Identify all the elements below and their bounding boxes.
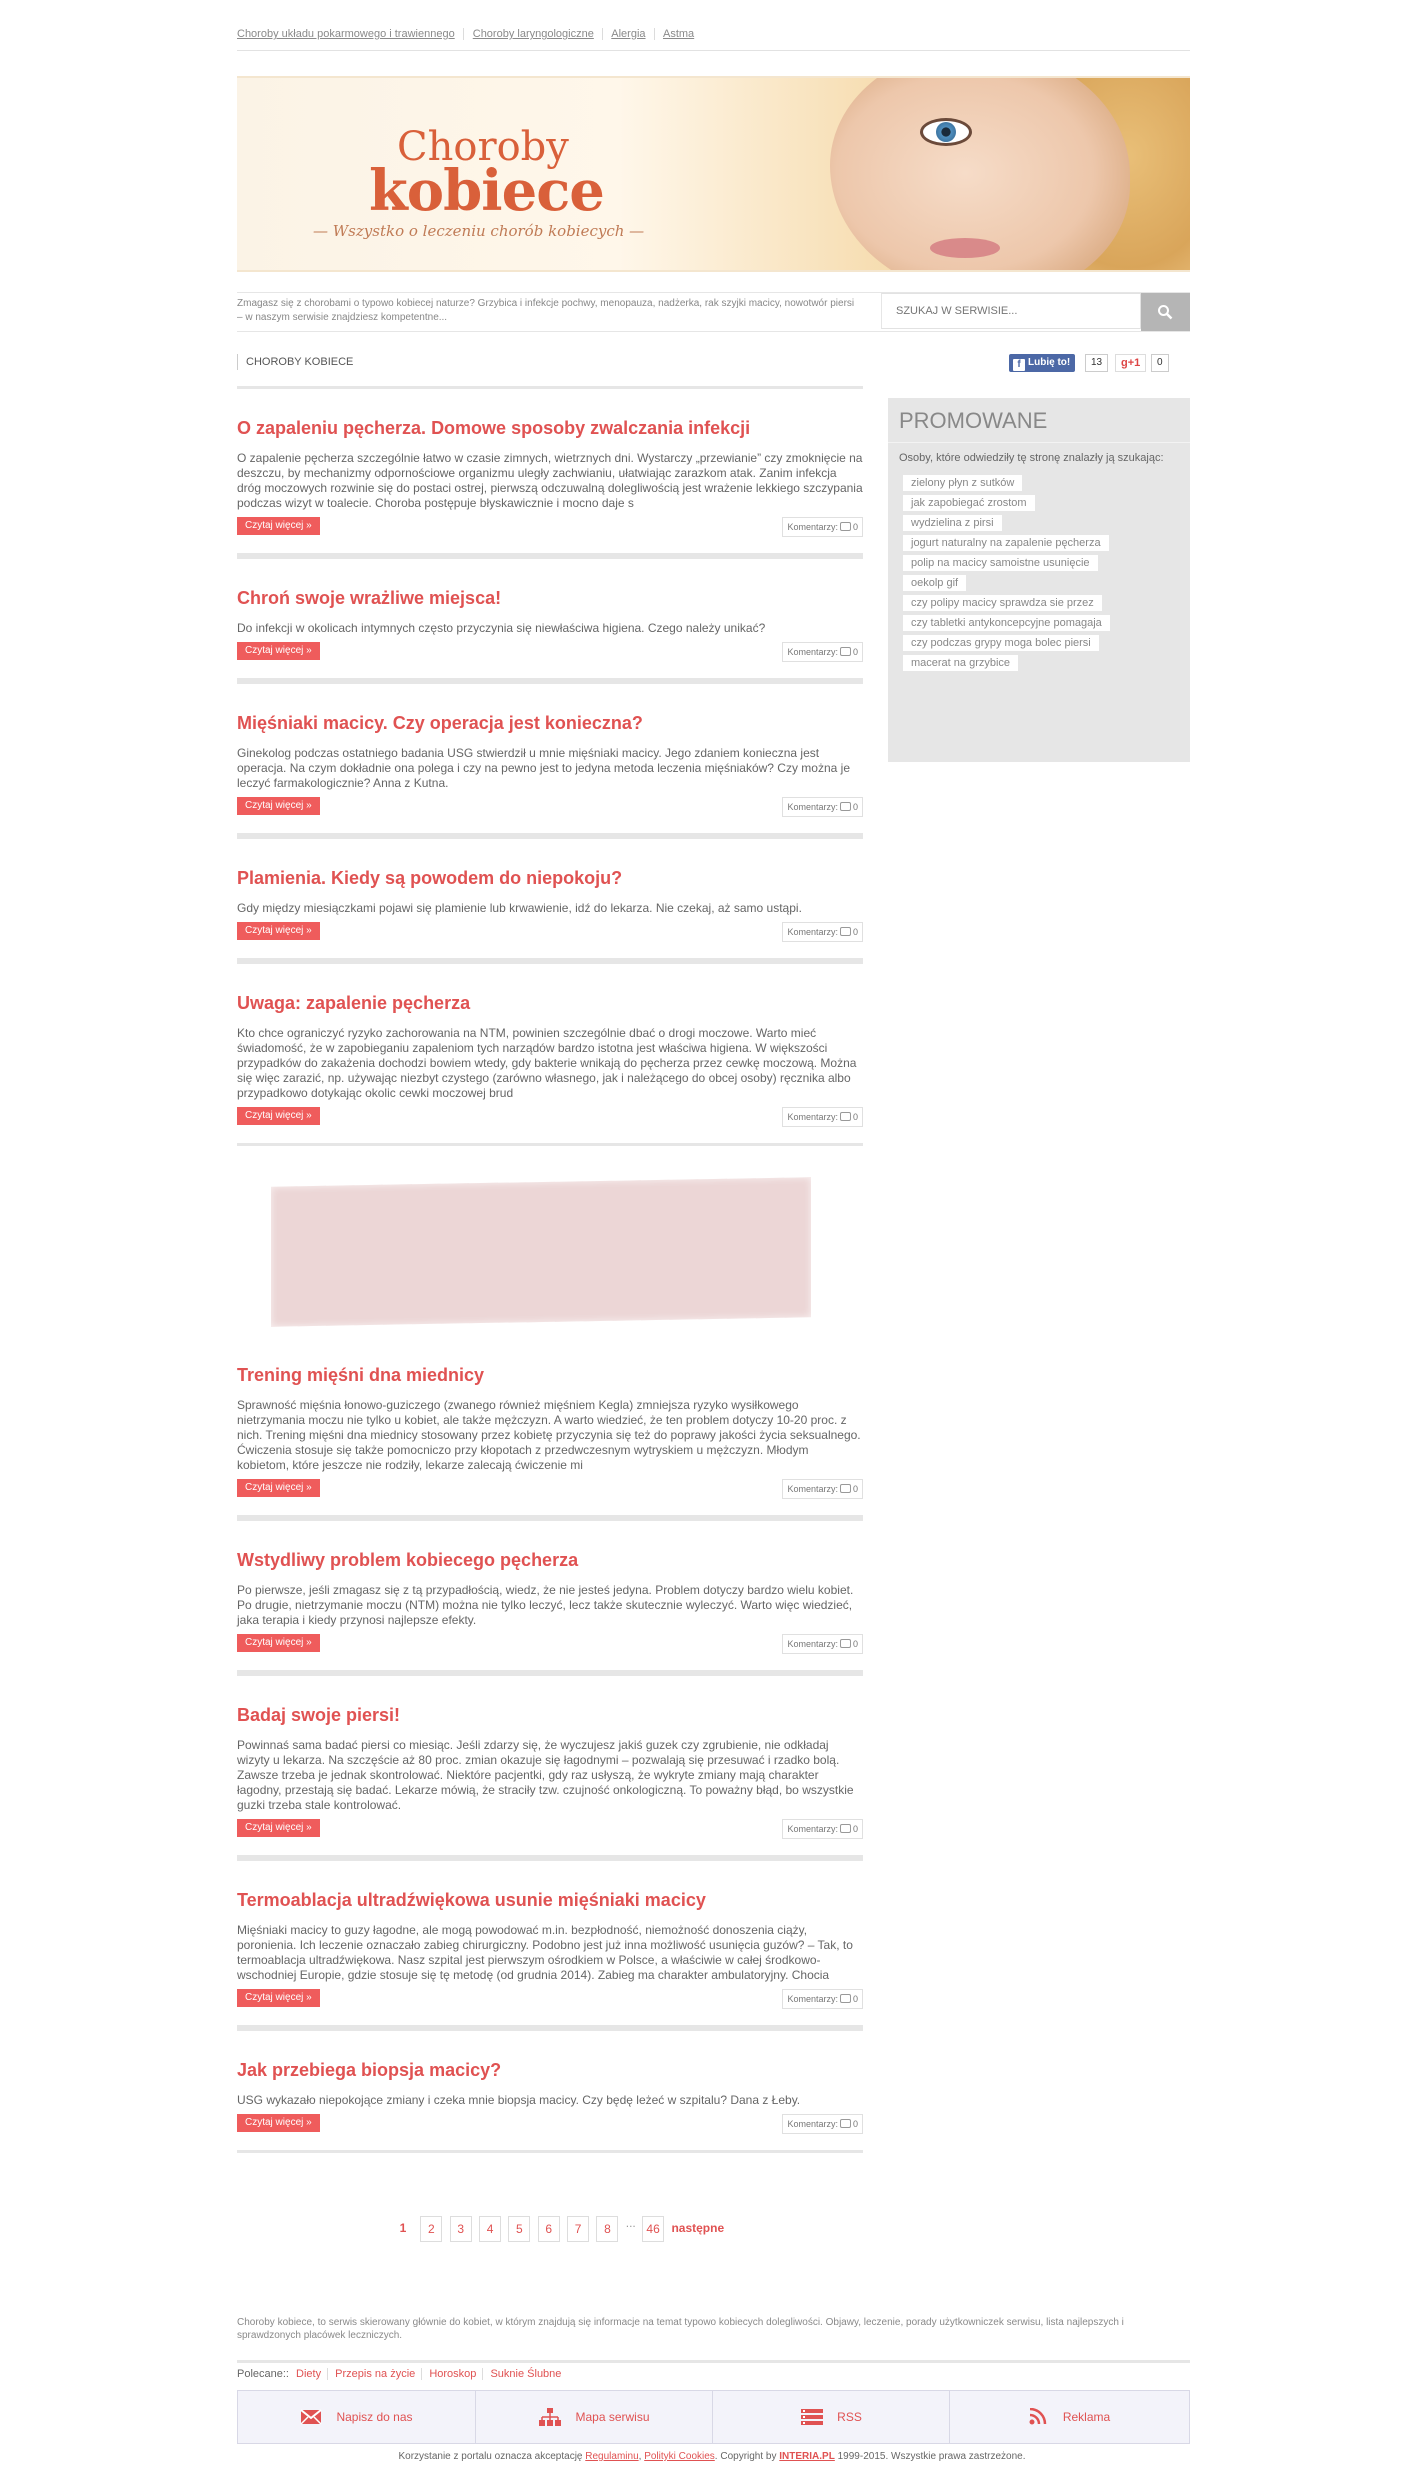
comments-count: 0 — [852, 1824, 858, 1834]
search-icon — [1157, 304, 1173, 320]
comment-icon — [840, 1994, 851, 2003]
comments-label: Komentarzy: — [787, 647, 838, 657]
comment-icon — [840, 1112, 851, 1121]
article — [237, 1518, 863, 1673]
comments-count: 0 — [852, 522, 858, 532]
mail-icon — [300, 2408, 322, 2426]
banner-eye-image — [920, 118, 972, 146]
comments-link[interactable] — [782, 1107, 863, 1127]
page-link-last[interactable]: 46 — [642, 2216, 664, 2242]
gplus-count: 0 — [1151, 354, 1169, 372]
read-more-button[interactable]: Czytaj więcej » — [237, 517, 320, 535]
search-tag[interactable]: zielony płyn z sutków — [903, 475, 1022, 491]
article — [237, 2028, 863, 2153]
article-title[interactable]: Plamienia. Kiedy są powodem do niepokoju? — [237, 868, 623, 888]
breadcrumb-bar — [237, 354, 1190, 374]
article — [237, 681, 863, 836]
read-more-button[interactable]: Czytaj więcej » — [237, 642, 320, 660]
footer-contact-label: Napisz do nas — [336, 2410, 413, 2424]
article-title[interactable]: Chroń swoje wrażliwe miejsca! — [237, 588, 502, 608]
article — [237, 961, 863, 1146]
banner-lips-image — [930, 238, 1000, 258]
footer-sitemap-label: Mapa serwisu — [575, 2410, 650, 2424]
footer-sitemap-link[interactable] — [475, 2391, 713, 2443]
logo-line1: Choroby — [397, 124, 569, 170]
topnav-link[interactable]: Choroby laryngologiczne — [473, 28, 603, 40]
read-more-button[interactable]: Czytaj więcej » — [237, 1819, 320, 1837]
cookies-policy-link[interactable]: Polityki Cookies — [644, 2451, 715, 2462]
comments-count: 0 — [852, 2119, 858, 2129]
search-tag[interactable]: wydzielina z pirsi — [903, 515, 1002, 531]
page-link[interactable]: 4 — [479, 2216, 501, 2242]
recommended-label: Polecane:: — [237, 2368, 289, 2380]
comments-count: 0 — [852, 1484, 858, 1494]
article-title[interactable]: Trening mięśni dna miednicy — [237, 1365, 485, 1385]
topnav-link[interactable]: Astma — [662, 28, 695, 40]
facebook-like-button[interactable] — [1009, 354, 1075, 372]
topnav-link[interactable]: Alergia — [611, 28, 654, 40]
search-tag[interactable]: czy podczas grypy moga bolec piersi — [903, 635, 1099, 651]
page-next-link[interactable]: następne — [671, 2216, 724, 2240]
read-more-button[interactable]: Czytaj więcej » — [237, 2114, 320, 2132]
footer-rss-link[interactable] — [712, 2391, 950, 2443]
comments-link[interactable] — [782, 922, 863, 942]
comments-label: Komentarzy: — [787, 1824, 838, 1834]
article-list — [237, 386, 863, 2153]
article-footer — [237, 1819, 863, 1858]
comments-count: 0 — [852, 647, 858, 657]
intro-bar — [237, 292, 1190, 332]
sidebar-title: PROMOWANE — [888, 398, 1190, 443]
article-footer — [237, 1634, 863, 1673]
article — [237, 1858, 863, 2028]
read-more-button[interactable]: Czytaj więcej » — [237, 1634, 320, 1652]
article — [237, 556, 863, 681]
article-excerpt: Powinnaś sama badać piersi co miesiąc. Jeśli zdarzy się, że wyczujesz jakiś guzek czy zgrubienie, nie odkładaj wizyty u lekarza. Na szczęście aż 80 proc. zmian okazuje się łagodnymi – pozwalają się przesuwać i rzadko bolą. Zawsze trzeba je jednak skontrolować. Niektóre pacjentki, gdy raz usłyszą, że wykryte zmiany mają charakter łagodny, przestają się badać. Lekarze mówią, że straciły tzw. czujność onkologiczną. To poważny błąd, bo wszystkie guzki trzeba stale kontrolować. — [237, 1738, 854, 1812]
page-link[interactable]: 8 — [596, 2216, 618, 2242]
article — [237, 1673, 863, 1858]
comment-icon — [840, 2119, 851, 2128]
top-nav — [237, 28, 1190, 51]
search-tag[interactable]: jogurt naturalny na zapalenie pęcherza — [903, 535, 1109, 551]
comments-label: Komentarzy: — [787, 1994, 838, 2004]
article-footer — [237, 922, 863, 961]
comments-link[interactable] — [782, 2114, 863, 2134]
comments-count: 0 — [852, 1639, 858, 1649]
footer-about: Choroby kobiece, to serwis skierowany głównie do kobiet, w którym znajdują się informacje na temat typowo kobiecych dolegliwości. Objawy, leczenie, porady użytkowniczek serwisu, lista najlepszych i sprawdzonych placówek leczniczych. — [237, 2316, 1190, 2363]
article-footer — [237, 642, 863, 681]
comment-icon — [840, 802, 851, 811]
read-more-button[interactable]: Czytaj więcej » — [237, 1107, 320, 1125]
gplus-label: +1 — [1127, 357, 1141, 369]
search-button[interactable] — [1141, 293, 1190, 331]
search-tag[interactable]: czy tabletki antykoncepcyjne pomagaja — [903, 615, 1110, 631]
recommended-link[interactable]: Diety — [296, 2368, 328, 2380]
legal-mid: . Copyright by — [714, 2451, 777, 2462]
recommended-link[interactable]: Przepis na życie — [335, 2368, 422, 2380]
search-tag-list — [888, 471, 1190, 671]
facebook-icon: f — [1013, 359, 1025, 371]
article-excerpt: O zapalenie pęcherza szczególnie łatwo w czasie zimnych, wietrznych dni. Wystarczy „przewianie” czy zmoknięcie na deszczu, by mechanizmy odpornościowe organizmu uległy zachwianiu, ułatwiając zarazkom atak. Zanim infekcja dróg moczowych rozwinie się do postaci ostrej, pierwszą odczuwalną dolegliwością jest wrażenie lekkiego szczypania podczas wizyt w toalecie. Choroba postępuje błyskawicznie i mocno daje s — [237, 451, 863, 510]
footer-rss-label: RSS — [837, 2410, 862, 2424]
comments-count: 0 — [852, 927, 858, 937]
ad-banner[interactable] — [237, 1154, 863, 1354]
article — [237, 836, 863, 961]
article-excerpt: USG wykazało niepokojące zmiany i czeka mnie biopsja macicy. Czy będę leżeć w szpitalu? Dana z Łeby. — [237, 2093, 801, 2107]
article-footer — [237, 1107, 863, 1146]
article-title[interactable]: Badaj swoje piersi! — [237, 1705, 401, 1725]
page-link[interactable]: 7 — [567, 2216, 589, 2242]
page-ellipsis: ... — [625, 2216, 636, 2230]
footer-ads-label: Reklama — [1062, 2410, 1111, 2424]
footer-ads-link[interactable] — [949, 2391, 1187, 2443]
comments-label: Komentarzy: — [787, 1112, 838, 1122]
comments-link[interactable] — [782, 797, 863, 817]
article-excerpt: Do infekcji w okolicach intymnych często przyczynia się niewłaściwa higiena. Czego należy unikać? — [237, 621, 766, 635]
comments-count: 0 — [852, 1112, 858, 1122]
comments-label: Komentarzy: — [787, 802, 838, 812]
article — [237, 1364, 863, 1518]
article-footer — [237, 1479, 863, 1518]
sidebar-promoted — [888, 398, 1190, 762]
comment-icon — [840, 1484, 851, 1493]
comment-icon — [840, 1639, 851, 1648]
comments-label: Komentarzy: — [787, 2119, 838, 2129]
search-tag[interactable]: macerat na grzybice — [903, 655, 1018, 671]
article-excerpt: Gdy między miesiączkami pojawi się plamienie lub krwawienie, idź do lekarza. Nie czekaj, aż samo ustąpi. — [237, 901, 802, 915]
comment-icon — [840, 522, 851, 531]
rss-icon — [1027, 2408, 1049, 2426]
page-link[interactable]: 3 — [450, 2216, 472, 2242]
legal-prefix: Korzystanie z portalu oznacza akceptację — [398, 2451, 583, 2462]
comments-label: Komentarzy: — [787, 1484, 838, 1494]
read-more-button[interactable]: Czytaj więcej » — [237, 1989, 320, 2007]
page-link[interactable]: 5 — [508, 2216, 530, 2242]
comments-label: Komentarzy: — [787, 1639, 838, 1649]
article-title[interactable]: Mięśniaki macicy. Czy operacja jest konieczna? — [237, 713, 643, 733]
article-excerpt: Kto chce ograniczyć ryzyko zachorowania na NTM, powinien szczególnie dbać o drogi moczowe. Warto mieć świadomość, że w zapobieganiu zapaleniom tych narządów bardzo istotna jest właściwa higiena. W większości przypadków do zakażenia dochodzi bowiem wtedy, gdy bakterie wnikają do pęcherza przez cewkę moczową. Można się więc zarazić, np. używając niezbyt czystego (zarówno własnego, jak i należącego do obcej osoby) ręcznika albo przypadkowo dotykając okolic cewki moczowej brud — [237, 1026, 857, 1100]
article-title[interactable]: Uwaga: zapalenie pęcherza — [237, 993, 471, 1013]
comments-link[interactable] — [782, 1634, 863, 1654]
article-title[interactable]: Jak przebiega biopsja macicy? — [237, 2060, 502, 2080]
search-tag[interactable]: czy polipy macicy sprawdza sie przez — [903, 595, 1102, 611]
topnav-link[interactable]: Choroby układu pokarmowego i trawiennego — [237, 28, 464, 40]
article-footer — [237, 2114, 863, 2153]
facebook-like-label: Lubię to! — [1028, 357, 1071, 368]
comments-link[interactable] — [782, 1989, 863, 2009]
pagination — [393, 2216, 728, 2246]
read-more-button[interactable]: Czytaj więcej » — [237, 1479, 320, 1497]
header-banner[interactable] — [237, 76, 1190, 272]
comment-icon — [840, 927, 851, 936]
read-more-button[interactable]: Czytaj więcej » — [237, 797, 320, 815]
terms-link[interactable]: Regulaminu — [585, 2451, 639, 2462]
search-input[interactable] — [881, 293, 1141, 329]
footer-bar — [237, 2390, 1190, 2444]
comments-label: Komentarzy: — [787, 522, 838, 532]
article-excerpt: Po pierwsze, jeśli zmagasz się z tą przypadłością, wiedz, że nie jesteś jedyna. Problem dotyczy bardzo wielu kobiet. Po drugie, nietrzymanie moczu (NTM) można nie tylko leczyć, lecz także skutecznie wyleczyć. Warto więc wiedzieć, jaka terapia i kiedy przynosi najlepsze efekty. — [237, 1583, 854, 1627]
recommended-link[interactable]: Horoskop — [429, 2368, 483, 2380]
intro-text: Zmagasz się z chorobami o typowo kobiecej naturze? Grzybica i infekcje pochwy, menopauza, nadżerka, rak szyjki macicy, nowotwór piersi – w naszym serwisie znajdziesz kompetentne... — [237, 298, 855, 323]
interia-link[interactable]: INTERIA.PL — [779, 2451, 835, 2462]
logo-tagline: — Wszystko o leczeniu chorób kobiecych — — [313, 222, 645, 240]
comments-count: 0 — [852, 802, 858, 812]
search-tag[interactable]: oekolp gif — [903, 575, 966, 591]
search-tag[interactable]: polip na macicy samoistne usunięcie — [903, 555, 1098, 571]
footer-recommended — [237, 2368, 567, 2380]
facebook-like-count: 13 — [1085, 354, 1108, 372]
article — [237, 386, 863, 556]
gplus-button[interactable]: g+1 — [1115, 354, 1146, 372]
footer-contact-link[interactable] — [238, 2391, 475, 2443]
comments-link[interactable] — [782, 1819, 863, 1839]
ad-image — [271, 1177, 811, 1326]
search-tag[interactable]: jak zapobiegać zrostom — [903, 495, 1035, 511]
article-excerpt: Sprawność mięśnia łonowo-guziczego (zwanego również mięśniem Kegla) zmniejsza ryzyko wysiłkowego nietrzymania moczu nie tylko u kobiet, ale także mężczyzn. A warto wiedzieć, że ten problem dotyczy 10-20 proc. z nich. Trening mięśni dna miednicy stosowany przez kobietę przyczynia się też do poprawy jakości życia seksualnego. Ćwiczenia stosuje się także pomocniczo przy kłopotach z przedwczesnym wytryskiem u mężczyzn. Młodym kobietom, które jeszcze nie rodziły, lekarze zalecają ćwiczenie mi — [237, 1398, 861, 1472]
article-title[interactable]: O zapaleniu pęcherza. Domowe sposoby zwalczania infekcji — [237, 418, 751, 438]
article-excerpt: Mięśniaki macicy to guzy łagodne, ale mogą powodować m.in. bezpłodność, niemożność donoszenia ciąży, poronienia. Ich leczenie oznaczało zabieg chirurgiczny. Podobno jest już inna możliwość usunięcia guzów? – Tak, to termoablacja ultradźwiękowa. Nasz szpital jest pierwszym ośrodkiem w Polsce, a właściwie w całej środkowo-wschodniej Europie, gdzie stosuje się tę metodę (od grudnia 2014). Zabieg ma charakter ambulatoryjny. Chocia — [237, 1923, 853, 1982]
page-link[interactable]: 6 — [538, 2216, 560, 2242]
comments-label: Komentarzy: — [787, 927, 838, 937]
article-footer — [237, 797, 863, 836]
page-current: 1 — [393, 2216, 413, 2240]
comments-link[interactable] — [782, 642, 863, 662]
recommended-link[interactable]: Suknie Ślubne — [490, 2368, 562, 2380]
comment-icon — [840, 647, 851, 656]
comments-link[interactable] — [782, 517, 863, 537]
article-footer — [237, 517, 863, 556]
legal-suffix: 1999-2015. Wszystkie prawa zastrzeżone. — [837, 2451, 1026, 2462]
comments-link[interactable] — [782, 1479, 863, 1499]
page-link[interactable]: 2 — [420, 2216, 442, 2242]
article-footer — [237, 1989, 863, 2028]
article-excerpt: Ginekolog podczas ostatniego badania USG stwierdził u mnie mięśniaki macicy. Jego zdaniem konieczna jest operacja. Na czym dokładnie ona polega i czy na pewno jest to jedyna metoda leczenia mięśniaków? Czy można je leczyć farmakologicznie? Anna z Kutna. — [237, 746, 851, 790]
sitemap-icon — [539, 2408, 561, 2426]
breadcrumb[interactable]: CHOROBY KOBIECE — [237, 354, 353, 370]
sidebar-subtitle: Osoby, które odwiedziły tę stronę znalazły ją szukając: — [899, 452, 1164, 464]
article-title[interactable]: Wstydliwy problem kobiecego pęcherza — [237, 1550, 579, 1570]
logo-line2: kobiece — [369, 158, 604, 224]
list-icon — [801, 2408, 823, 2426]
article-title[interactable]: Termoablacja ultradźwiękowa usunie mięśniaki macicy — [237, 1890, 706, 1910]
comment-icon — [840, 1824, 851, 1833]
read-more-button[interactable]: Czytaj więcej » — [237, 922, 320, 940]
comments-count: 0 — [852, 1994, 858, 2004]
footer-legal: Korzystanie z portalu oznacza akceptację Regulaminu, Polityki Cookies. Copyright by INTERIA.PL 1999-2015. Wszystkie prawa zastrzeżone. — [398, 2451, 1026, 2462]
